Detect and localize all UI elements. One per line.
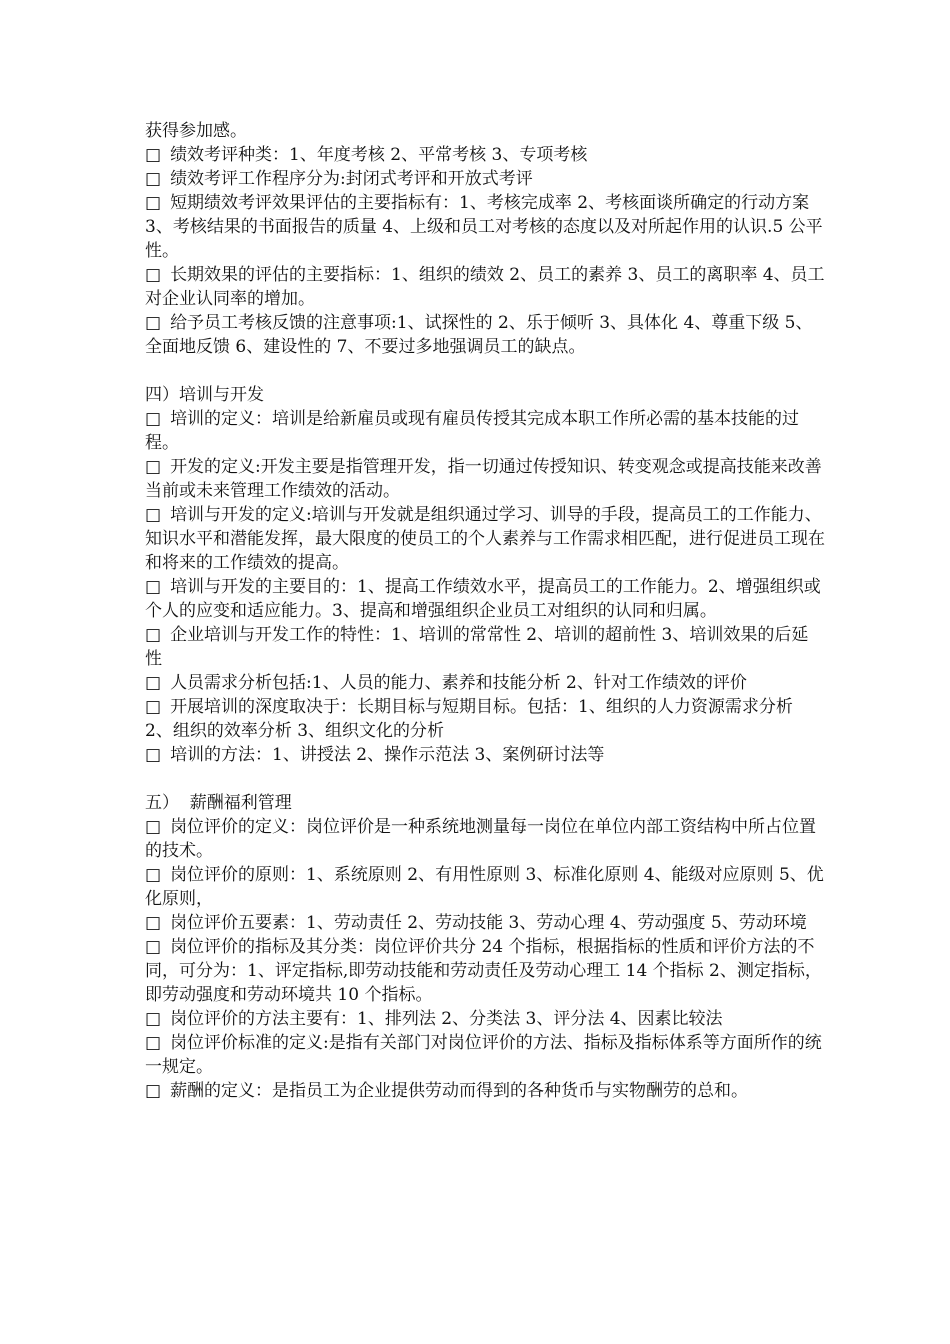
checkbox-bullet-icon: □ [145, 457, 162, 477]
list-item-text: 培训与开发的定义:培训与开发就是组织通过学习、训导的手段，提高员工的工作能力、知识水平和潜能发挥，最大限度的使员工的个人素养与工作需求相匹配，进行促进员工现在和将来的工作绩效的提高。 [145, 505, 825, 573]
list-item [145, 863, 825, 911]
list-item [145, 503, 825, 575]
list-item [145, 911, 825, 935]
checkbox-bullet-icon: □ [145, 817, 162, 837]
list-item-text: 岗位评价的方法主要有：1、排列法 2、分类法 3、评分法 4、因素比较法 [170, 1009, 723, 1029]
list-item [145, 263, 825, 311]
document-body [145, 119, 825, 1103]
performance-list [145, 143, 825, 359]
checkbox-bullet-icon: □ [145, 865, 162, 885]
list-item-text: 开展培训的深度取决于：长期目标与短期目标。包括：1、组织的人力资源需求分析 2、组织的效率分析 3、组织文化的分析 [145, 697, 793, 741]
checkbox-bullet-icon: □ [145, 409, 162, 429]
list-item-text: 培训的定义：培训是给新雇员或现有雇员传授其完成本职工作所必需的基本技能的过程。 [145, 409, 800, 453]
list-item [145, 455, 825, 503]
checkbox-bullet-icon: □ [145, 937, 162, 957]
list-item-text: 岗位评价五要素：1、劳动责任 2、劳动技能 3、劳动心理 4、劳动强度 5、劳动环境 [170, 913, 807, 933]
list-item-text: 绩效考评工作程序分为:封闭式考评和开放式考评 [170, 169, 533, 189]
list-item-text: 岗位评价的指标及其分类：岗位评价共分 24 个指标，根据指标的性质和评价方法的不同，可分为：1、评定指标,即劳动技能和劳动责任及劳动心理工 14 个指标 2、测定指标，即劳动强度和劳动环境共 10 个指标。 [145, 937, 822, 1005]
pay-list [145, 815, 825, 1103]
list-item-text: 开发的定义:开发主要是指管理开发，指一切通过传授知识、转变观念或提高技能来改善当前或未来管理工作绩效的活动。 [145, 457, 822, 501]
list-item [145, 575, 825, 623]
checkbox-bullet-icon: □ [145, 169, 162, 189]
list-item [145, 1031, 825, 1079]
list-item-text: 薪酬的定义：是指员工为企业提供劳动而得到的各种货币与实物酬劳的总和。 [170, 1081, 749, 1101]
list-item-text: 企业培训与开发工作的特性：1、培训的常常性 2、培训的超前性 3、培训效果的后延性 [145, 625, 809, 669]
list-item [145, 1007, 825, 1031]
list-item-text: 岗位评价的原则：1、系统原则 2、有用性原则 3、标准化原则 4、能级对应原则 5、优化原则， [145, 865, 824, 909]
checkbox-bullet-icon: □ [145, 145, 162, 165]
checkbox-bullet-icon: □ [145, 193, 162, 213]
list-item [145, 935, 825, 1007]
checkbox-bullet-icon: □ [145, 265, 162, 285]
list-item-text: 培训与开发的主要目的：1、提高工作绩效水平，提高员工的工作能力。2、增强组织或个人的应变和适应能力。3、提高和增强组织企业员工对组织的认同和归属。 [145, 577, 821, 621]
list-item [145, 1079, 825, 1103]
list-item [145, 695, 825, 743]
list-item-text: 短期绩效考评效果评估的主要指标有：1、考核完成率 2、考核面谈所确定的行动方案 3、考核结果的书面报告的质量 4、上级和员工对考核的态度以及对所起作用的认识.5 公平性。 [145, 193, 823, 261]
checkbox-bullet-icon: □ [145, 505, 162, 525]
checkbox-bullet-icon: □ [145, 313, 162, 333]
list-item [145, 167, 825, 191]
checkbox-bullet-icon: □ [145, 625, 162, 645]
checkbox-bullet-icon: □ [145, 673, 162, 693]
list-item [145, 815, 825, 863]
section-heading-pay: 五） 薪酬福利管理 [145, 793, 292, 813]
checkbox-bullet-icon: □ [145, 913, 162, 933]
checkbox-bullet-icon: □ [145, 745, 162, 765]
list-item-text: 长期效果的评估的主要指标：1、组织的绩效 2、员工的素养 3、员工的离职率 4、员工对企业认同率的增加。 [145, 265, 825, 309]
checkbox-bullet-icon: □ [145, 697, 162, 717]
list-item-text: 人员需求分析包括:1、人员的能力、素养和技能分析 2、针对工作绩效的评价 [170, 673, 747, 693]
checkbox-bullet-icon: □ [145, 577, 162, 597]
section-heading-training: 四）培训与开发 [145, 385, 264, 405]
list-item [145, 407, 825, 455]
checkbox-bullet-icon: □ [145, 1009, 162, 1029]
list-item-text: 绩效考评种类：1、年度考核 2、平常考核 3、专项考核 [170, 145, 588, 165]
checkbox-bullet-icon: □ [145, 1033, 162, 1053]
checkbox-bullet-icon: □ [145, 1081, 162, 1101]
list-item-text: 岗位评价的定义：岗位评价是一种系统地测量每一岗位在单位内部工资结构中所占位置的技术。 [145, 817, 817, 861]
list-item [145, 671, 825, 695]
training-list [145, 407, 825, 767]
list-item-text: 给予员工考核反馈的注意事项:1、试探性的 2、乐于倾听 3、具体化 4、尊重下级 5、全面地反馈 6、建设性的 7、不要过多地强调员工的缺点。 [145, 313, 813, 357]
intro-text: 获得参加感。 [145, 121, 247, 141]
list-item [145, 191, 825, 263]
list-item-text: 培训的方法：1、讲授法 2、操作示范法 3、案例研讨法等 [170, 745, 605, 765]
list-item [145, 743, 825, 767]
list-item [145, 143, 825, 167]
list-item-text: 岗位评价标准的定义:是指有关部门对岗位评价的方法、指标及指标体系等方面所作的统一规定。 [145, 1033, 822, 1077]
list-item [145, 311, 825, 359]
list-item [145, 623, 825, 671]
